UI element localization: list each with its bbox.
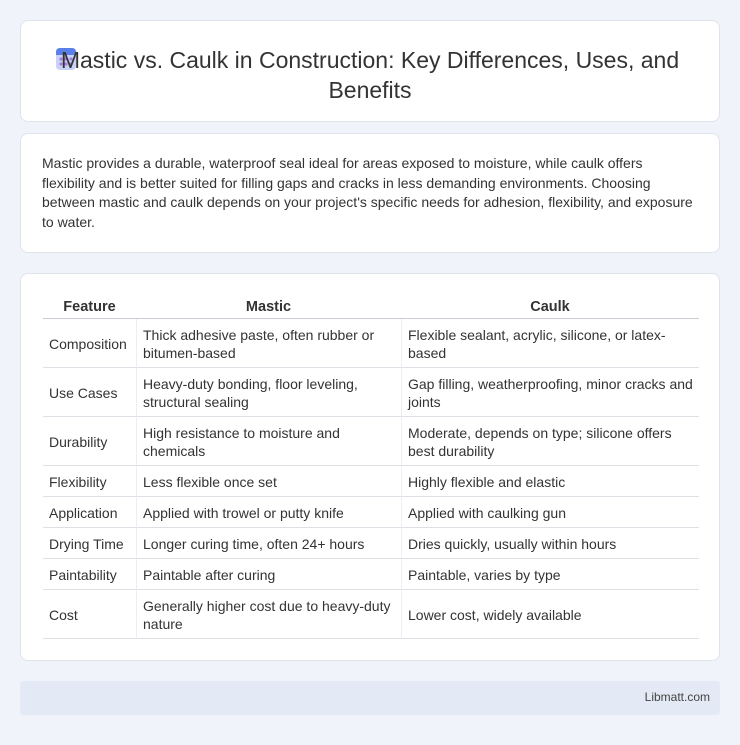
table-row [43, 417, 699, 466]
feature-cell: Drying Time [43, 528, 136, 559]
mastic-cell: Longer curing time, often 24+ hours [136, 528, 401, 559]
table-row [43, 559, 699, 590]
caulk-cell: Flexible sealant, acrylic, silicone, or latex-based [401, 319, 699, 368]
mastic-cell: Paintable after curing [136, 559, 401, 590]
mastic-cell: Heavy-duty bonding, floor leveling, structural sealing [136, 368, 401, 417]
caulk-cell: Gap filling, weatherproofing, minor cracks and joints [401, 368, 699, 417]
table-row [43, 368, 699, 417]
feature-cell: Paintability [43, 559, 136, 590]
table-row [43, 466, 699, 497]
table-header-row [43, 296, 699, 319]
footer-bar [20, 681, 720, 715]
caulk-cell: Paintable, varies by type [401, 559, 699, 590]
mastic-cell: Less flexible once set [136, 466, 401, 497]
table-row [43, 319, 699, 368]
header-feature: Feature [43, 296, 136, 319]
feature-cell: Composition [43, 319, 136, 368]
caulk-cell: Dries quickly, usually within hours [401, 528, 699, 559]
comparison-table [43, 296, 699, 639]
caulk-cell: Applied with caulking gun [401, 497, 699, 528]
header-caulk: Caulk [401, 296, 699, 319]
feature-cell: Durability [43, 417, 136, 466]
mastic-cell: Thick adhesive paste, often rubber or bitumen-based [136, 319, 401, 368]
feature-cell: Flexibility [43, 466, 136, 497]
mastic-cell: High resistance to moisture and chemicals [136, 417, 401, 466]
intro-card [20, 133, 720, 253]
mastic-cell: Generally higher cost due to heavy-duty nature [136, 590, 401, 639]
feature-cell: Application [43, 497, 136, 528]
table-row [43, 590, 699, 639]
comparison-card [20, 273, 720, 661]
caulk-cell: Moderate, depends on type; silicone offers best durability [401, 417, 699, 466]
intro-paragraph: Mastic provides a durable, waterproof seal ideal for areas exposed to moisture, while caulk offers flexibility and is better suited for filling gaps and cracks in less demanding environments. Choosing between mastic and caulk depends on your project's specific needs for adhesion, flexibility, and exposure to water. [42, 155, 693, 230]
mastic-cell: Applied with trowel or putty knife [136, 497, 401, 528]
footer-brand[interactable]: Libmatt.com [644, 690, 710, 704]
feature-cell: Use Cases [43, 368, 136, 417]
caulk-cell: Lower cost, widely available [401, 590, 699, 639]
title-card [20, 20, 720, 122]
header-mastic: Mastic [136, 296, 401, 319]
table-row [43, 528, 699, 559]
page-title: Mastic vs. Caulk in Construction: Key Differences, Uses, and Benefits [60, 47, 680, 103]
caulk-cell: Highly flexible and elastic [401, 466, 699, 497]
feature-cell: Cost [43, 590, 136, 639]
table-row [43, 497, 699, 528]
